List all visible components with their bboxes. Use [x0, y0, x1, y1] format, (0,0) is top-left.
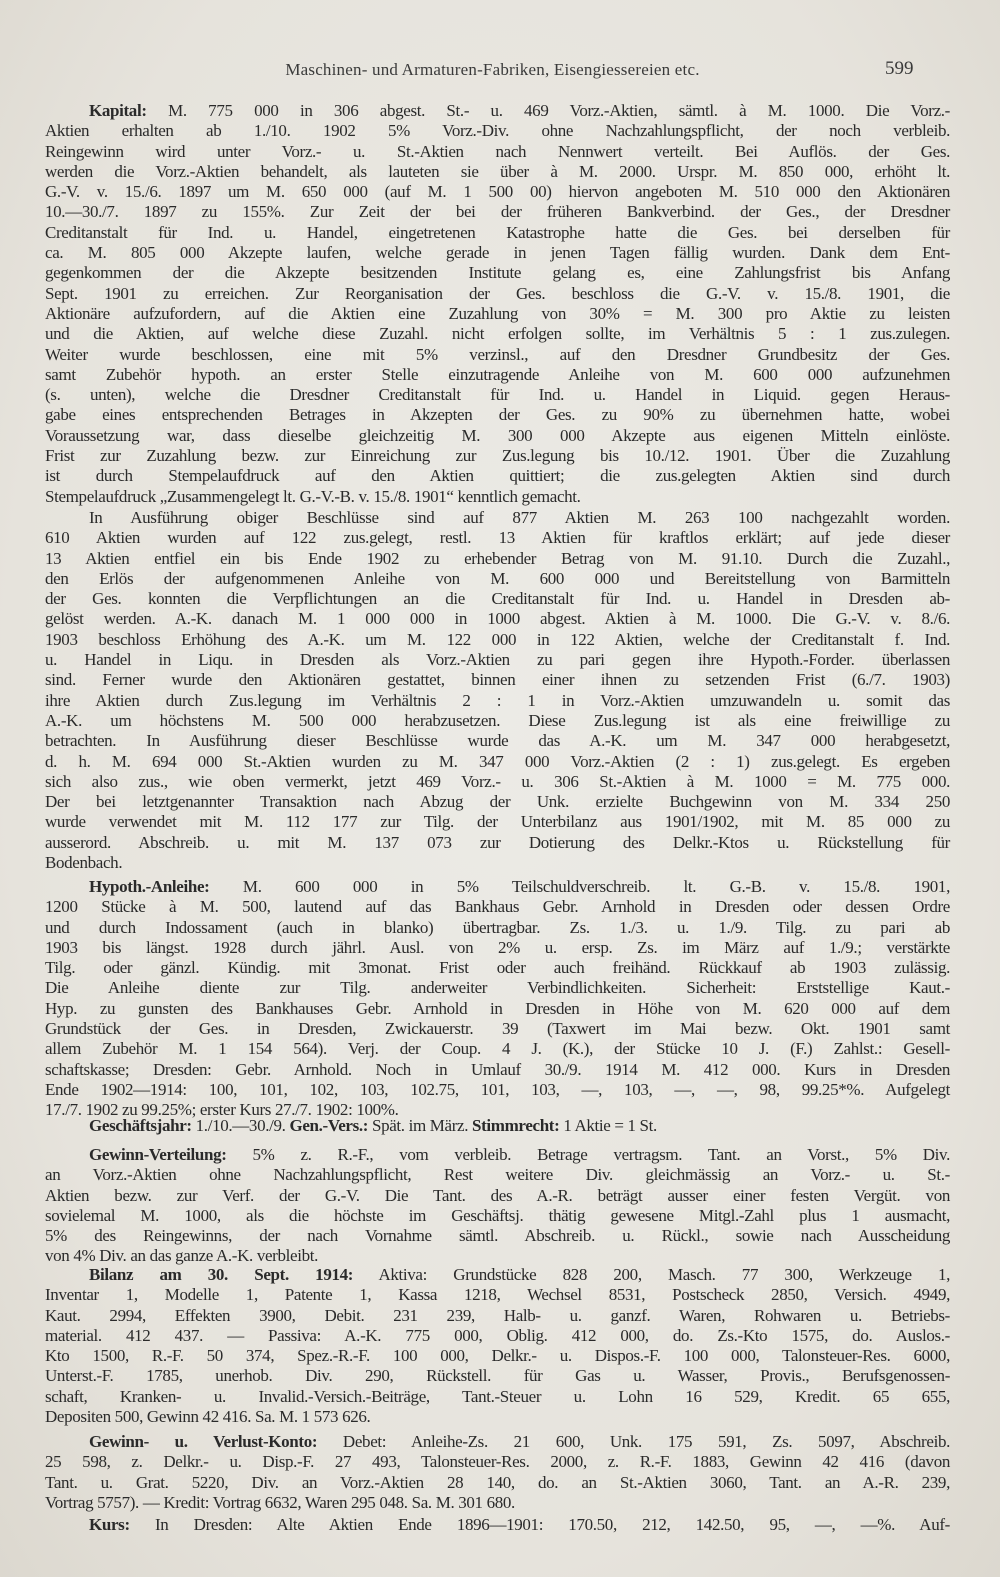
text-line: ihre Aktien durch Zus.legung im Verhältnis 2 : 1 in Vorz.-Aktien umzuwandeln u. somit das [45, 690, 950, 710]
text-line: material. 412 437. — Passiva: A.-K. 775 000, Oblig. 412 000, do. Zs.-Kto 1575, do. Auslos.- [45, 1325, 950, 1345]
text-line: Kto 1500, R.-F. 50 374, Spez.-R.-F. 100 000, Delkr.- u. Dispos.-F. 100 000, Talonsteuer-Res. 6000, [45, 1346, 950, 1366]
text-line: 1903 beschloss Erhöhung des A.-K. um M. 122 000 in 122 Aktien, welche der Creditanstalt f. Ind. [45, 629, 950, 649]
text-line: Aktien bezw. zur Verf. der G.-V. Die Tant. des A.-R. beträgt ausser einer festen Vergüt. von [45, 1185, 950, 1205]
text-line: Grundstück der Ges. in Dresden, Zwickauerstr. 39 (Taxwert im Mai bezw. Okt. 1901 samt [45, 1019, 950, 1039]
text-line: Voraussetzung war, dass dieselbe gleichzeitig M. 300 000 Akzepte aus eigenen Mitteln einlöste. [45, 425, 950, 445]
text-line: schaftskasse; Dresden: Gebr. Arnhold. Noch in Umlauf 30./9. 1914 M. 412 000. Kurs in Dresden [45, 1059, 950, 1079]
text-line: 10.—30./7. 1897 zu 155%. Zur Zeit der bei der früheren Bankverbind. der Ges., der Dresdner [45, 202, 950, 222]
text-line: 25 598, z. Delkr.- u. Disp.-F. 27 493, Talonsteuer-Res. 2000, z. R.-F. 1883, Gewinn 42 416 (davon [45, 1452, 950, 1472]
text-line: 5% des Reingewinns, der nach Vornahme sämtl. Abschreib. u. Rückl., sowie nach Ausscheidung [45, 1226, 950, 1246]
text-line: gelöst werden. A.-K. danach M. 1 000 000 in 1000 abgest. Aktien à M. 1000. Die G.-V. v. 8./6. [45, 609, 950, 629]
text-line: Gewinn-Verteilung: 5% z. R.-F., vom verbleib. Betrage vertragsm. Tant. an Vorst., 5% Div. [89, 1145, 950, 1164]
text-line: Geschäftsjahr: 1./10.—30./9. Gen.-Vers.: Spät. im März. Stimmrecht: 1 Aktie = 1 St. [89, 1116, 657, 1135]
text-line: A.-K. um höchstens M. 500 000 herabzusetzen. Diese Zus.legung ist als eine freiwillige zu [45, 710, 950, 730]
paragraph-ausfuehrung [45, 508, 950, 873]
paragraph-kapital [45, 101, 950, 507]
text-line: betrachten. In Ausführung dieser Beschlüsse wurde das A.-K. um M. 347 000 herabgesetzt, [45, 731, 950, 751]
text-line: Aktionäre aufzufordern, auf die Aktien eine Zuzahlung von 30% = M. 300 pro Aktie zu leisten [45, 303, 950, 323]
text-line: Frist zur Zuzahlung bezw. zur Einreichung zur Zus.legung bis 10./12. 1901. Über die Zuzahlung [45, 446, 950, 466]
text-line: allem Zubehör M. 1 154 564). Verj. der Coup. 4 J. (K.), der Stücke 10 J. (F.) Zahlst.: Gesell- [45, 1039, 950, 1059]
text-line: G.-V. v. 15./6. 1897 um M. 650 000 (auf M. 1 500 00) hiervon angeboten M. 510 000 den Aktionären [45, 182, 950, 202]
text-line: der Ges. konnten die Verpflichtungen an die Creditanstalt für Ind. u. Handel in Dresden ab- [45, 589, 950, 609]
text-line: ist durch Stempelaufdruck auf den Aktien quittiert; die zus.gelegten Aktien sind durch [45, 466, 950, 486]
text-line: 1903 bis längst. 1928 durch jährl. Ausl. von 2% u. ersp. Zs. im März auf 1./9.; verstärkte [45, 937, 950, 957]
paragraph-gewinn-verteilung [45, 1145, 950, 1267]
text-line: von 4% Div. an das ganze A.-K. verbleibt. [45, 1246, 318, 1266]
text-line: werden die Vorz.-Aktien behandelt, als lauteten sie über à M. 2000. Urspr. M. 850 000, erhöht lt. [45, 161, 950, 181]
page-number: 599 [885, 58, 914, 79]
text-line: Hypoth.-Anleihe: M. 600 000 in 5% Teilschuldverschreib. lt. G.-B. v. 15./8. 1901, [89, 877, 950, 896]
text-line: ausserord. Abschreib. u. mit M. 137 073 zur Dotierung des Delkr.-Ktos u. Rückstellung für [45, 832, 950, 852]
text-line: schaft, Kranken- u. Invalid.-Versich.-Beiträge, Tant.-Steuer u. Lohn 16 529, Kredit. 65 655, [45, 1386, 950, 1406]
text-line: ca. M. 805 000 Akzepte laufen, welche gerade in jenen Tagen fällig wurden. Dank dem Ent- [45, 243, 950, 263]
text-line: sich also zus., wie oben vermerkt, jetzt 469 Vorz.- u. 306 St.-Aktien à M. 1000 = M. 775 000. [45, 771, 950, 791]
running-header: Maschinen- und Armaturen-Fabriken, Eisengiessereien etc. [285, 60, 700, 79]
text-line: 610 Aktien wurden auf 122 zus.gelegt, restl. 13 Aktien für kraftlos erklärt; auf jede dieser [45, 528, 950, 548]
text-line: Gewinn- u. Verlust-Konto: Debet: Anleihe-Zs. 21 600, Unk. 175 591, Zs. 5097, Abschreib. [89, 1432, 950, 1451]
text-line: Bilanz am 30. Sept. 1914: Aktiva: Grundstücke 828 200, Masch. 77 300, Werkzeuge 1, [89, 1265, 950, 1284]
text-line: Creditanstalt für Ind. u. Handel, eingetretenen Katastrophe hatte die Ges. bei derselben für [45, 222, 950, 242]
text-line: Tant. u. Grat. 5220, Div. an Vorz.-Aktien 28 140, do. an St.-Aktien 3060, Tant. an A.-R. 239, [45, 1472, 950, 1492]
text-line: und durch Indossament (auch in blanko) übertragbar. Zs. 1./3. u. 1./9. Tilg. zu pari ab [45, 917, 950, 937]
text-line: (s. unten), welche die Dresdner Creditanstalt für Ind. u. Handel in Liquid. gegen Heraus- [45, 385, 950, 405]
paragraph-kurs [45, 1515, 950, 1535]
text-line: Kapital: M. 775 000 in 306 abgest. St.- u. 469 Vorz.-Aktien, sämtl. à M. 1000. Die Vorz.- [89, 101, 950, 120]
text-line: Inventar 1, Modelle 1, Patente 1, Kassa 1218, Wechsel 8531, Postscheck 2850, Versich. 4949, [45, 1285, 950, 1305]
text-line: 17./7. 1902 zu 99.25%; erster Kurs 27./7. 1902: 100%. [45, 1100, 399, 1120]
text-line: den Erlös der aufgenommenen Anleihe von M. 600 000 und Bereitstellung von Barmitteln [45, 568, 950, 588]
paragraph-geschaeftsjahr [45, 1116, 950, 1136]
text-line: Vortrag 5757). — Kredit: Vortrag 6632, Waren 295 048. Sa. M. 301 680. [45, 1492, 515, 1512]
text-line: und die Aktien, auf welche diese Zuzahl. nicht erfolgen sollte, im Verhältnis 5 : 1 zus.zulegen. [45, 324, 950, 344]
text-line: gabe eines entsprechenden Betrages in Akzepten der Ges. zu 90% zu übernehmen hatte, wobei [45, 405, 950, 425]
text-line: Aktien erhalten ab 1./10. 1902 5% Vorz.-Div. ohne Nachzahlungspflicht, der noch verbleib. [45, 121, 950, 141]
paragraph-hypoth-anleihe [45, 877, 950, 1121]
text-line: 13 Aktien entfiel ein bis Ende 1902 zu erhebender Betrag von M. 91.10. Durch die Zuzahl., [45, 548, 950, 568]
text-line: Unterst.-F. 1785, unerhob. Div. 290, Rückstell. für Gas u. Wasser, Provis., Berufsgenossen- [45, 1366, 950, 1386]
text-line: u. Handel in Liqu. in Dresden als Vorz.-Aktien zu pari gegen ihre Hypoth.-Forder. überlassen [45, 650, 950, 670]
paragraph-gewinn-verlust-konto [45, 1432, 950, 1513]
text-line: Kaut. 2994, Effekten 3900, Debit. 231 239, Halb- u. ganzf. Waren, Rohwaren u. Betriebs- [45, 1305, 950, 1325]
text-line: Die Anleihe diente zur Tilg. anderweiter Verbindlichkeiten. Sicherheit: Erststellige Kaut.- [45, 978, 950, 998]
text-line: 1200 Stücke à M. 500, lautend auf das Bankhaus Gebr. Arnhold in Dresden oder dessen Ordre [45, 897, 950, 917]
text-line: samt Zubehör hypoth. an erster Stelle einzutragende Anleihe von M. 600 000 aufzunehmen [45, 364, 950, 384]
text-line: Weiter wurde beschlossen, eine mit 5% verzinsl., auf den Dresdner Grundbesitz der Ges. [45, 344, 950, 364]
text-line: Der bei letztgenannter Transaktion nach Abzug der Unk. erzielte Buchgewinn von M. 334 250 [45, 792, 950, 812]
text-line: Kurs: In Dresden: Alte Aktien Ende 1896—1901: 170.50, 212, 142.50, 95, —, —%. Auf- [89, 1515, 950, 1534]
text-line: an Vorz.-Aktien ohne Nachzahlungspflicht, Rest weitere Div. gleichmässig an Vorz.- u. St.- [45, 1165, 950, 1185]
text-line: Ende 1902—1914: 100, 101, 102, 103, 102.75, 101, 103, —, 103, —, —, 98, 99.25*%. Aufgelegt [45, 1079, 950, 1099]
text-line: sind. Ferner wurde den Aktionären gestattet, binnen einer ihnen zu setzenden Frist (6./7. 1903) [45, 670, 950, 690]
text-line: Bodenbach. [45, 853, 123, 873]
text-line: wurde verwendet mit M. 112 177 zur Tilg. der Unterbilanz aus 1901/1902, mit M. 85 000 zu [45, 812, 950, 832]
text-line: In Ausführung obiger Beschlüsse sind auf 877 Aktien M. 263 100 nachgezahlt worden. [89, 508, 950, 527]
text-line: sovielemal M. 1000, als die höchste im Geschäftsj. thätig gewesene Mitgl.-Zahl plus 1 ausmacht, [45, 1205, 950, 1225]
text-line: Reingewinn wird unter Vorz.- u. St.-Aktien nach Nennwert verteilt. Bei Auflös. der Ges. [45, 141, 950, 161]
text-line: d. h. M. 694 000 St.-Aktien wurden zu M. 347 000 Vorz.-Aktien (2 : 1) zus.gelegt. Es ergeben [45, 751, 950, 771]
text-line: Stempelaufdruck „Zusammengelegt lt. G.-V.-B. v. 15./8. 1901“ kenntlich gemacht. [45, 486, 581, 506]
text-line: Tilg. oder gänzl. Kündig. mit 3monat. Frist oder auch freihänd. Rückkauf ab 1903 zulässig. [45, 958, 950, 978]
text-line: Sept. 1901 zu erreichen. Zur Reorganisation der Ges. beschloss die G.-V. v. 15./8. 1901, die [45, 283, 950, 303]
text-line: Hyp. zu gunsten des Bankhauses Gebr. Arnhold in Dresden in Höhe von M. 620 000 auf dem [45, 998, 950, 1018]
text-line: gegenkommen der die Akzepte besitzenden Institute gelang es, eine Zahlungsfrist bis Anfang [45, 263, 950, 283]
paragraph-bilanz [45, 1265, 950, 1427]
text-line: Depositen 500, Gewinn 42 416. Sa. M. 1 573 626. [45, 1407, 371, 1427]
